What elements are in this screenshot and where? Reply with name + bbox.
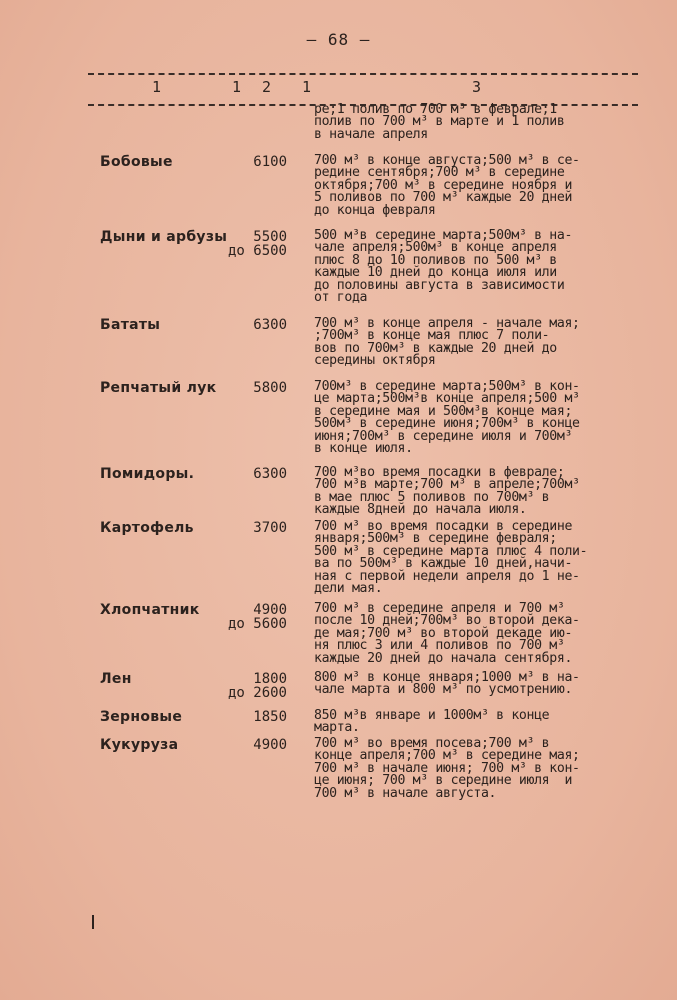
irrigation-schedule: 700 м³во время посадки в феврале; 700 м³в марте;700 м³ в апреле;700м³ в мае плюс 5 поливов по 700м³ в каждые 8дней до начала июля. — [314, 465, 580, 518]
page-number: — 68 — — [306, 30, 371, 49]
irrigation-schedule: 700 м³ во время посева;700 м³ в конце апреля;700 м³ в середине мая; 700 м³ в начале июня; 700 м³ в кон- це июня; 700 м³ в середине июля и 700 м³ в начале августа. — [314, 736, 580, 801]
water-volume: 3700 — [253, 520, 287, 536]
crop-name: Зерновые — [100, 709, 183, 725]
crop-name: Репчатый лук — [100, 380, 217, 396]
irrigation-schedule: 700 м³ в середине апреля и 700 м³ после 10 дней;700м³ во второй дека- де мая;700 м³ во второй декаде ию- ня плюс 3 или 4 поливов по 700 м³ каждые 20 дней до начала сентября. — [314, 601, 580, 666]
crop-name: Кукуруза — [100, 737, 179, 753]
water-volume: 6100 — [253, 154, 287, 170]
pen-mark — [92, 915, 94, 929]
irrigation-schedule: 700 м³ во время посадки в середине января;500м³ в середине февраля; 500 м³ в середине марта плюс 4 поли- ва по 500м³ в каждые 10 дней,начи- ная с первой недели апреля до 1 не- дели мая. — [314, 519, 588, 597]
header-rule-top — [88, 73, 638, 75]
crop-name: Лен — [100, 671, 132, 687]
irrigation-schedule: 800 м³ в конце января;1000 м³ в на- чале марта и 800 м³ по усмотрению. — [314, 670, 580, 698]
water-volume: 5800 — [253, 380, 287, 396]
irrigation-schedule: 850 м³в январе и 1000м³ в конце марта. — [314, 708, 550, 736]
irrigation-schedule: 700м³ в середине марта;500м³ в кон- це марта;500м³в конце апреля;500 м³ в середине мая и 500м³в конце мая; 500м³ в середине июня;700м³ в конце июня;700м³ в середине июля и 700м³ в конце июля. — [314, 379, 580, 457]
irrigation-schedule: 500 м³в середине марта;500м³ в на- чале апреля;500м³ в конце апреля плюс 8 до 10 поливов по 500 м³ в каждые 10 дней до конца июля или до половины августа в зависимости от года — [314, 228, 573, 306]
crop-name: Бобовые — [100, 154, 173, 170]
crop-name: Картофель — [100, 520, 194, 536]
crop-name: Помидоры. — [100, 466, 195, 482]
column-separator: 1 — [302, 78, 312, 96]
water-volume: 5500 до 6500 — [227, 229, 287, 259]
irrigation-schedule: 700 м³ в конце апреля - начале мая; ;700м³ в конце мая плюс 7 поли- вов по 700м³ в каждые 20 дней до середины октября — [314, 316, 580, 369]
irrigation-schedule: 700 м³ в конце августа;500 м³ в се- редине сентября;700 м³ в середине октября;700 м³ в середине ноября и 5 поливов по 700 м³ каждые 20 дней до конца февраля — [314, 153, 580, 218]
water-volume: 6300 — [253, 317, 287, 333]
irrigation-schedule: ре;1 полив по 700 м³ в феврале;1 полив по 700 м³ в марте и 1 полив в начале апреля — [314, 102, 565, 142]
column-separator: 1 — [232, 78, 242, 96]
water-volume: 1850 — [253, 709, 287, 725]
crop-name: Хлопчатник — [100, 602, 200, 618]
water-volume: 4900 до 5600 — [227, 602, 287, 632]
column-header-1: 1 — [152, 78, 162, 96]
water-volume: 6300 — [253, 466, 287, 482]
water-volume: 1800 до 2600 — [227, 671, 287, 701]
crop-name: Бататы — [100, 317, 161, 333]
column-header-3: 3 — [472, 78, 482, 96]
crop-name: Дыни и арбузы — [100, 229, 228, 245]
water-volume: 4900 — [253, 737, 287, 753]
column-header-2: 2 — [262, 78, 272, 96]
